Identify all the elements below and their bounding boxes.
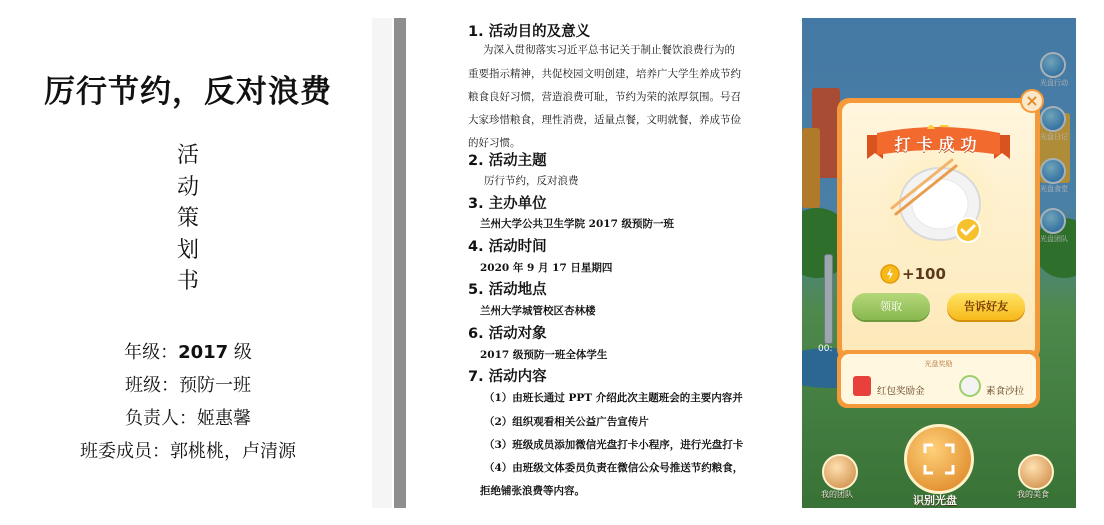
vertical-char: 动 — [176, 174, 199, 200]
vertical-char: 策 — [176, 206, 199, 231]
section-text: 厉行节约，反对浪费 — [484, 175, 579, 187]
content-item: （1）由班长通过 PPT 介绍此次主题班会的主要内容并 — [484, 392, 743, 404]
nav-food-label: 我的美食 — [1017, 490, 1049, 499]
vertical-subtitle — [173, 140, 203, 298]
content-item: 拒绝铺张浪费等内容。 — [480, 485, 585, 497]
food-icon[interactable] — [1018, 454, 1054, 490]
cover-page — [18, 18, 368, 508]
side-label: 光盘行动 — [1040, 79, 1068, 87]
paragraph-line: 重要指示精神，共促校园文明创建，培养广大学生养成节约 — [468, 68, 741, 80]
side-label: 光盘团队 — [1040, 235, 1068, 243]
page-gap — [372, 18, 392, 508]
side-label: 光盘食堂 — [1040, 185, 1068, 193]
paragraph-line: 为深入贯彻落实习近平总书记关于制止餐饮浪费行为的 — [483, 44, 735, 56]
content-item: （3）班级成员添加微信光盘打卡小程序，进行光盘打卡 — [484, 439, 744, 451]
salad-icon — [959, 375, 981, 397]
committee-line: 班委成员：郭桃桃，卢清源 — [80, 441, 296, 462]
vertical-char: 书 — [176, 269, 199, 294]
page-divider — [394, 18, 406, 508]
section-heading: 6. 活动对象 — [468, 325, 547, 342]
cover-title: 厉行节约，反对浪费 — [44, 74, 332, 110]
award-panel — [837, 350, 1040, 408]
section-heading: 7. 活动内容 — [468, 368, 547, 385]
award-item: 红包奖励金 — [877, 386, 925, 397]
plan-document — [408, 18, 793, 508]
section-heading: 2. 活动主题 — [468, 152, 547, 169]
section-text: 兰州大学公共卫生学院 2017 级预防一班 — [480, 218, 675, 230]
paragraph-line: 的好习惯。 — [468, 137, 521, 149]
section-heading: 4. 活动时间 — [468, 238, 547, 255]
paragraph-line: 粮食良好习惯，营造浪费可耻，节约为荣的浓厚氛围。号召 — [468, 91, 741, 103]
section-text: 2017 级预防一班全体学生 — [480, 349, 608, 361]
coin-icon — [880, 264, 900, 284]
section-heading: 1. 活动目的及意义 — [468, 23, 591, 40]
claim-button[interactable]: 领取 — [852, 293, 930, 320]
grade-line: 年级：2017 级 — [124, 342, 252, 363]
checkmark-icon — [954, 216, 982, 244]
section-heading: 3. 主办单位 — [468, 195, 547, 212]
owner-line: 负责人：姬惠馨 — [125, 408, 251, 429]
award-title: 光盘奖励 — [924, 360, 953, 368]
scan-icon — [923, 443, 955, 475]
vertical-char: 划 — [176, 237, 199, 263]
section-heading: 5. 活动地点 — [468, 281, 547, 298]
nav-scan-label: 识别光盘 — [913, 494, 957, 507]
paragraph-line: 大家珍惜粮食，理性消费，适量点餐，文明就餐，养成节俭 — [468, 114, 741, 126]
reward-amount: +100 — [902, 265, 946, 283]
timer: 00: — [818, 344, 833, 354]
award-item: 素食沙拉 — [986, 386, 1025, 397]
class-line: 班级：预防一班 — [125, 375, 251, 396]
vertical-char: 活 — [176, 143, 199, 168]
side-label: 光盘日记 — [1040, 133, 1068, 141]
section-text: 兰州大学城管校区杏林楼 — [480, 305, 596, 317]
nav-team-label: 我的团队 — [821, 490, 853, 499]
content-item: （4）由班级文体委员负责在微信公众号推送节约粮食， — [484, 462, 744, 474]
close-button[interactable]: × — [1020, 89, 1044, 113]
section-text: 2020 年 9 月 17 日星期四 — [480, 262, 613, 274]
red-envelope-icon — [853, 376, 871, 396]
award-panel-body — [841, 354, 1036, 404]
mini-program-screen — [802, 18, 1076, 508]
modal-title: 打卡成功 — [894, 135, 983, 154]
content-item: （2）组织观看相关公益广告宣传片 — [484, 416, 649, 428]
team-icon[interactable] — [822, 454, 858, 490]
share-button[interactable]: 告诉好友 — [947, 293, 1025, 320]
